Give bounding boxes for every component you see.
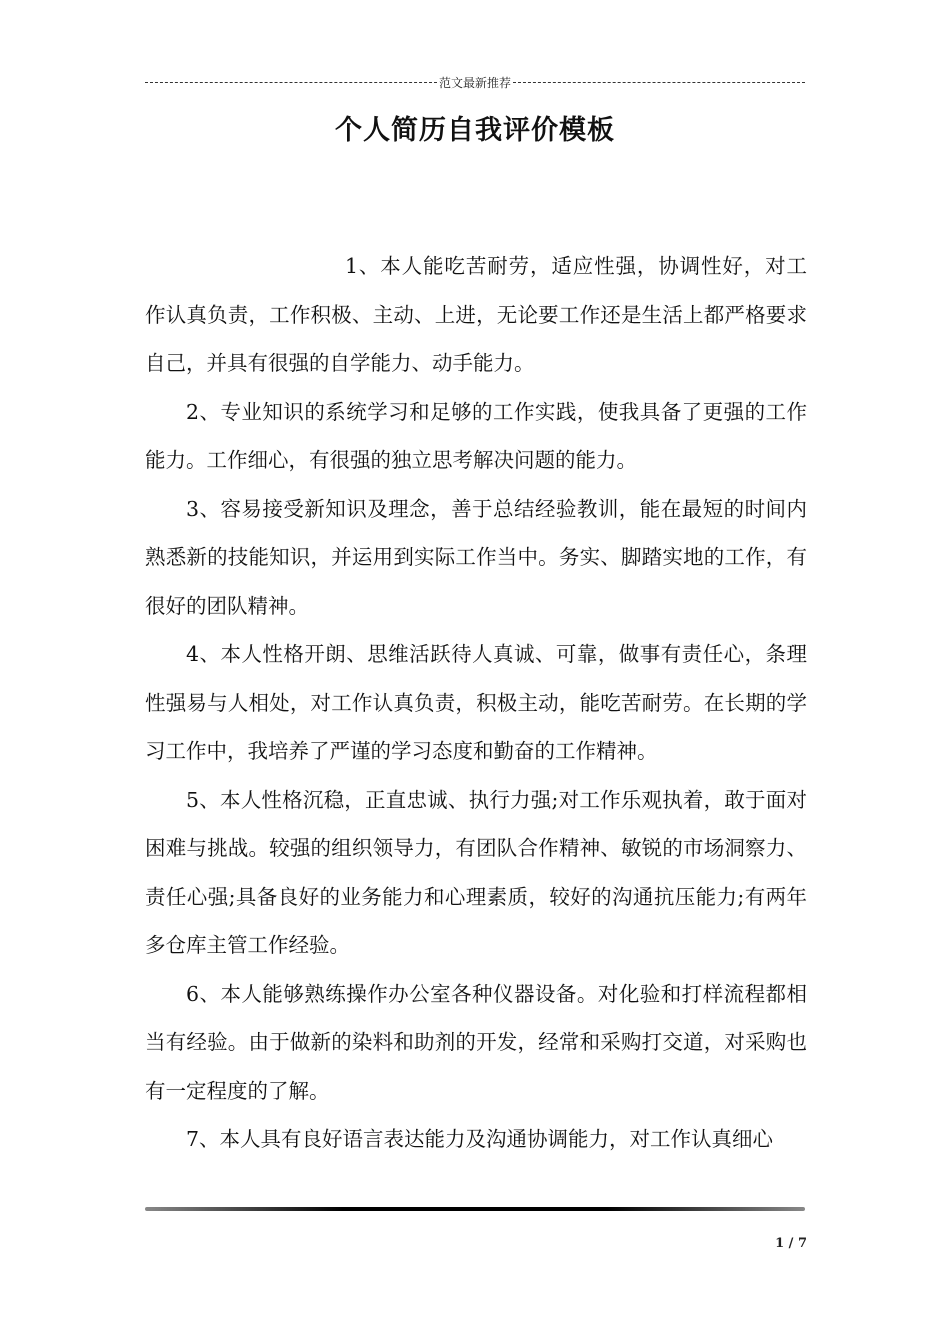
header-dashes-left: [145, 82, 437, 83]
document-body: [145, 242, 807, 1164]
document-title: 个人简历自我评价模板: [335, 115, 615, 146]
paragraph-6: 6、本人能够熟练操作办公室各种仪器设备。对化验和打样流程都相当有经验。由于做新的染料和助剂的开发，经常和采购打交道，对采购也有一定程度的了解。: [145, 981, 807, 1103]
paragraph-5: 5、本人性格沉稳，正直忠诚、执行力强;对工作乐观执着，敢于面对困难与挑战。较强的组织领导力，有团队合作精神、敏锐的市场洞察力、责任心强;具备良好的业务能力和心理素质，较好的沟通抗压能力;有两年多仓库主管工作经验。: [145, 787, 807, 957]
page-header: [145, 74, 805, 90]
paragraph-2: 2、专业知识的系统学习和足够的工作实践，使我具备了更强的工作能力。工作细心，有很强的独立思考解决问题的能力。: [145, 399, 807, 472]
page-number: 1 / 7: [775, 1236, 807, 1251]
footer-rule: [145, 1207, 805, 1211]
header-dashes-right: [513, 82, 805, 83]
paragraph-4: 4、本人性格开朗、思维活跃待人真诚、可靠，做事有责任心，条理性强易与人相处，对工作认真负责，积极主动，能吃苦耐劳。在长期的学习工作中，我培养了严谨的学习态度和勤奋的工作精神。: [145, 642, 807, 763]
header-label: 范文最新推荐: [439, 75, 512, 90]
paragraph-3: 3、容易接受新知识及理念，善于总结经验教训，能在最短的时间内熟悉新的技能知识，并运用到实际工作当中。务实、脚踏实地的工作，有很好的团队精神。: [145, 496, 807, 618]
paragraph-7: 7、本人具有良好语言表达能力及沟通协调能力，对工作认真细心: [186, 1127, 774, 1151]
paragraph-1: 1、本人能吃苦耐劳，适应性强，协调性好，对工作认真负责，工作积极、主动、上进，无论要工作还是生活上都严格要求自己，并具有很强的自学能力、动手能力。: [145, 254, 807, 375]
